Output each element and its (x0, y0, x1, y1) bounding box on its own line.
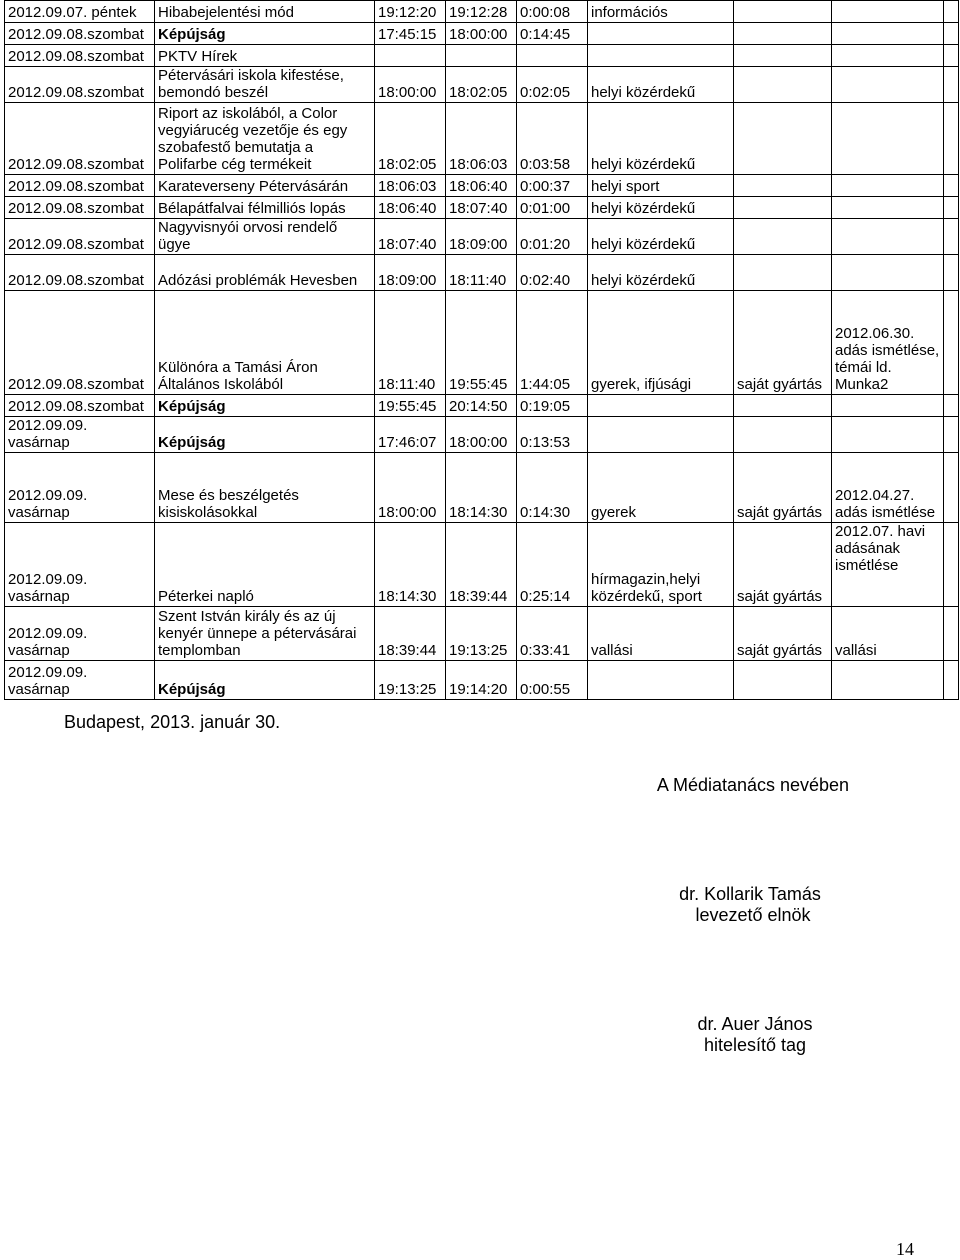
cell-genre: vallási (588, 607, 734, 661)
cell-blank (944, 1, 959, 23)
cell-duration (517, 45, 588, 67)
cell-end-time (446, 45, 517, 67)
cell-start-time: 18:39:44 (375, 607, 446, 661)
signer-1-name: dr. Kollarik Tamás (679, 884, 821, 904)
cell-remark (832, 103, 944, 175)
cell-production (734, 219, 832, 255)
cell-end-time: 19:12:28 (446, 1, 517, 23)
cell-program-title: Mese és beszélgetés kisiskolásokkal (155, 453, 375, 523)
cell-program-title: Péterkei napló (155, 523, 375, 607)
place-and-date: Budapest, 2013. január 30. (64, 712, 281, 732)
cell-blank (944, 417, 959, 453)
cell-end-time: 18:06:40 (446, 175, 517, 197)
cell-duration: 0:14:45 (517, 23, 588, 45)
cell-genre: helyi közérdekű (588, 197, 734, 219)
table-row (5, 395, 959, 417)
cell-duration: 0:01:00 (517, 197, 588, 219)
cell-date: 2012.09.08.szombat (5, 197, 155, 219)
cell-genre (588, 45, 734, 67)
cell-date: 2012.09.08.szombat (5, 45, 155, 67)
cell-start-time: 18:06:40 (375, 197, 446, 219)
cell-date: 2012.09.08.szombat (5, 23, 155, 45)
cell-blank (944, 607, 959, 661)
cell-program-title: Képújság (155, 417, 375, 453)
cell-end-time: 18:02:05 (446, 67, 517, 103)
cell-program-title: Nagyvisnyói orvosi rendelő ügye (155, 219, 375, 255)
cell-date: 2012.09.08.szombat (5, 219, 155, 255)
cell-genre: helyi közérdekű (588, 255, 734, 291)
cell-production (734, 395, 832, 417)
cell-date: 2012.09.09. vasárnap (5, 523, 155, 607)
cell-duration: 0:14:30 (517, 453, 588, 523)
cell-duration: 0:25:14 (517, 523, 588, 607)
table-row (5, 23, 959, 45)
cell-date: 2012.09.08.szombat (5, 255, 155, 291)
cell-blank (944, 103, 959, 175)
cell-remark (832, 23, 944, 45)
cell-date: 2012.09.09. vasárnap (5, 453, 155, 523)
cell-duration: 0:13:53 (517, 417, 588, 453)
cell-production: saját gyártás (734, 523, 832, 607)
cell-end-time: 18:06:03 (446, 103, 517, 175)
signer-2-title: hitelesítő tag (703, 1035, 807, 1055)
cell-production: saját gyártás (734, 453, 832, 523)
cell-duration: 0:02:05 (517, 67, 588, 103)
cell-program-title: Képújság (155, 661, 375, 700)
table-row (5, 197, 959, 219)
table-row (5, 255, 959, 291)
cell-start-time: 18:00:00 (375, 67, 446, 103)
page-number: 14 (896, 1239, 914, 1259)
table-row (5, 67, 959, 103)
cell-genre: gyerek (588, 453, 734, 523)
cell-end-time: 19:14:20 (446, 661, 517, 700)
cell-program-title: PKTV Hírek (155, 45, 375, 67)
cell-remark (832, 661, 944, 700)
cell-genre: helyi közérdekű (588, 67, 734, 103)
cell-duration: 0:19:05 (517, 395, 588, 417)
cell-end-time: 20:14:50 (446, 395, 517, 417)
cell-program-title: Adózási problémák Hevesben (155, 255, 375, 291)
signer-2-name: dr. Auer János (697, 1014, 813, 1034)
table-row (5, 523, 959, 607)
cell-production (734, 1, 832, 23)
cell-end-time: 18:09:00 (446, 219, 517, 255)
cell-genre: helyi közérdekű (588, 103, 734, 175)
cell-date: 2012.09.09. vasárnap (5, 607, 155, 661)
cell-remark (832, 45, 944, 67)
cell-genre (588, 23, 734, 45)
cell-production (734, 67, 832, 103)
cell-date: 2012.09.08.szombat (5, 67, 155, 103)
cell-genre: hírmagazin,helyi közérdekű, sport (588, 523, 734, 607)
cell-genre (588, 661, 734, 700)
cell-remark: 2012.07. havi adásának ismétlése (832, 523, 944, 607)
table-row (5, 453, 959, 523)
cell-start-time: 18:09:00 (375, 255, 446, 291)
table-row (5, 417, 959, 453)
cell-remark (832, 175, 944, 197)
cell-start-time: 18:07:40 (375, 219, 446, 255)
cell-blank (944, 395, 959, 417)
cell-date: 2012.09.08.szombat (5, 291, 155, 395)
cell-date: 2012.09.09. vasárnap (5, 661, 155, 700)
signer-1-title: levezető elnök (695, 905, 811, 925)
cell-date: 2012.09.08.szombat (5, 175, 155, 197)
cell-start-time: 18:02:05 (375, 103, 446, 175)
cell-start-time: 19:13:25 (375, 661, 446, 700)
cell-genre: helyi közérdekű (588, 219, 734, 255)
cell-duration: 0:00:55 (517, 661, 588, 700)
schedule-body (5, 1, 959, 700)
cell-production (734, 103, 832, 175)
cell-start-time: 19:12:20 (375, 1, 446, 23)
table-row (5, 291, 959, 395)
cell-genre: gyerek, ifjúsági (588, 291, 734, 395)
cell-end-time: 19:13:25 (446, 607, 517, 661)
table-row (5, 45, 959, 67)
cell-remark (832, 255, 944, 291)
cell-program-title: Hibabejelentési mód (155, 1, 375, 23)
cell-start-time: 18:14:30 (375, 523, 446, 607)
cell-end-time: 18:07:40 (446, 197, 517, 219)
cell-start-time (375, 45, 446, 67)
cell-remark (832, 417, 944, 453)
cell-remark (832, 395, 944, 417)
cell-production (734, 661, 832, 700)
cell-blank (944, 523, 959, 607)
cell-program-title: Bélapátfalvai félmilliós lopás (155, 197, 375, 219)
cell-program-title: Képújság (155, 395, 375, 417)
cell-blank (944, 23, 959, 45)
cell-program-title: Pétervásári iskola kifestése, bemondó beszél (155, 67, 375, 103)
cell-production: saját gyártás (734, 607, 832, 661)
cell-end-time: 18:00:00 (446, 23, 517, 45)
cell-blank (944, 453, 959, 523)
cell-blank (944, 291, 959, 395)
cell-remark (832, 219, 944, 255)
table-row (5, 607, 959, 661)
cell-duration: 1:44:05 (517, 291, 588, 395)
cell-blank (944, 67, 959, 103)
cell-end-time: 18:14:30 (446, 453, 517, 523)
cell-start-time: 17:45:15 (375, 23, 446, 45)
on-behalf-line: A Médiatanács nevében (656, 775, 850, 795)
cell-production (734, 45, 832, 67)
broadcast-schedule-table (4, 0, 959, 700)
cell-remark: vallási (832, 607, 944, 661)
cell-duration: 0:00:37 (517, 175, 588, 197)
cell-program-title: Képújság (155, 23, 375, 45)
cell-duration: 0:03:58 (517, 103, 588, 175)
cell-genre (588, 417, 734, 453)
cell-genre: helyi sport (588, 175, 734, 197)
cell-date: 2012.09.07. péntek (5, 1, 155, 23)
table-row (5, 103, 959, 175)
cell-end-time: 18:00:00 (446, 417, 517, 453)
cell-blank (944, 175, 959, 197)
cell-blank (944, 197, 959, 219)
cell-duration: 0:02:40 (517, 255, 588, 291)
cell-start-time: 17:46:07 (375, 417, 446, 453)
cell-start-time: 19:55:45 (375, 395, 446, 417)
cell-remark: 2012.06.30. adás ismétlése, témái ld. Munka2 (832, 291, 944, 395)
cell-production (734, 197, 832, 219)
cell-program-title: Karateverseny Pétervásárán (155, 175, 375, 197)
cell-end-time: 19:55:45 (446, 291, 517, 395)
cell-date: 2012.09.08.szombat (5, 103, 155, 175)
cell-remark (832, 67, 944, 103)
cell-genre (588, 395, 734, 417)
cell-remark (832, 1, 944, 23)
cell-production: saját gyártás (734, 291, 832, 395)
cell-program-title: Különóra a Tamási Áron Általános Iskolából (155, 291, 375, 395)
cell-duration: 0:01:20 (517, 219, 588, 255)
table-row (5, 175, 959, 197)
table-row (5, 1, 959, 23)
cell-genre: információs (588, 1, 734, 23)
cell-blank (944, 219, 959, 255)
cell-production (734, 23, 832, 45)
cell-production (734, 255, 832, 291)
cell-end-time: 18:39:44 (446, 523, 517, 607)
cell-start-time: 18:11:40 (375, 291, 446, 395)
cell-blank (944, 661, 959, 700)
cell-program-title: Szent István király és az új kenyér ünnepe a pétervásárai templomban (155, 607, 375, 661)
cell-end-time: 18:11:40 (446, 255, 517, 291)
cell-start-time: 18:00:00 (375, 453, 446, 523)
cell-date: 2012.09.08.szombat (5, 395, 155, 417)
cell-production (734, 417, 832, 453)
table-row (5, 219, 959, 255)
cell-duration: 0:00:08 (517, 1, 588, 23)
cell-date: 2012.09.09. vasárnap (5, 417, 155, 453)
cell-remark: 2012.04.27. adás ismétlése (832, 453, 944, 523)
cell-duration: 0:33:41 (517, 607, 588, 661)
cell-remark (832, 197, 944, 219)
cell-production (734, 175, 832, 197)
cell-blank (944, 255, 959, 291)
cell-start-time: 18:06:03 (375, 175, 446, 197)
cell-blank (944, 45, 959, 67)
table-row (5, 661, 959, 700)
cell-program-title: Riport az iskolából, a Color vegyiárucég vezetője és egy szobafestő bemutatja a Polifarbe cég termékeit (155, 103, 375, 175)
